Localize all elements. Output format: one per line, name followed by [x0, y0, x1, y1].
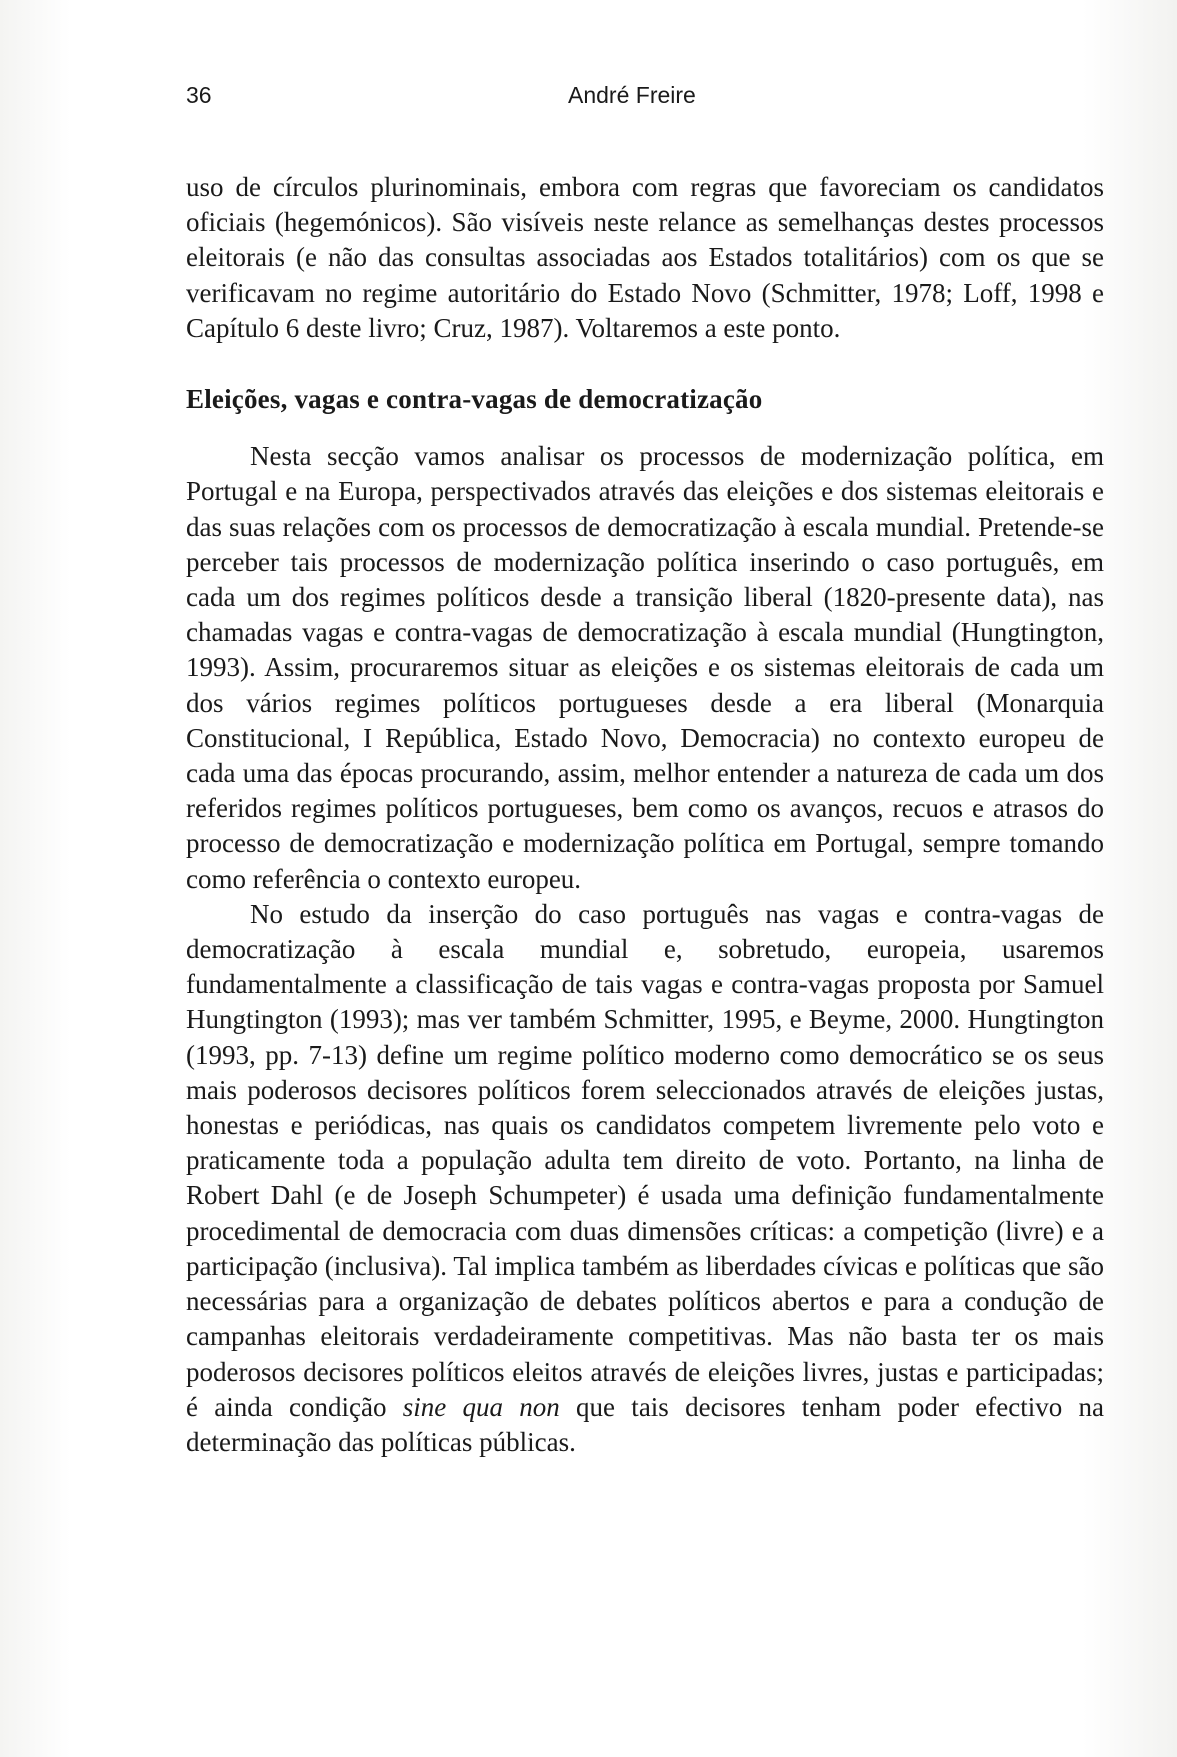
page-header [186, 82, 1106, 118]
section-heading: Eleições, vagas e contra-vagas de democratização [186, 384, 763, 415]
page-number: 36 [186, 82, 212, 108]
paragraph-2-text-b: que tais decisores tenham poder efectivo na determinação das políticas públicas. [186, 1391, 1105, 1457]
body-text [186, 170, 1104, 1460]
paragraph-2-italic-phrase: sine qua non [402, 1391, 560, 1422]
intro-paragraph: uso de círculos plurinominais, embora com regras que favoreciam os candidatos oficiais (hegemónicos). São visíveis neste relance as semelhanças destes processos eleitorais (e não das consultas associadas aos Estados totalitários) com os que se verificavam no regime autoritário do Estado Novo (Schmitter, 1978; Loff, 1998 e Capítulo 6 deste livro; Cruz, 1987). Voltaremos a este ponto. [186, 172, 1104, 343]
paragraph-2-text-a: No estudo da inserção do caso português nas vagas e contra-vagas de democratização à escala mundial e, sobretudo, europeia, usaremos fundamentalmente a classificação de tais vagas e contra-vagas proposta por Samuel Hungtington (1993); mas ver também Schmitter, 1995, e Beyme, 2000. Hungtington (1993, pp. 7-13) define um regime político moderno como democrático se os seus mais poderosos decisores políticos forem seleccionados através de eleições justas, honestas e periódicas, nas quais os candidatos competem livremente pelo voto e praticamente toda a população adulta tem direito de voto. Portanto, na linha de Robert Dahl (e de Joseph Schumpeter) é usada uma definição fundamentalmente procedimental de democracia com duas dimensões críticas: a competição (livre) e a participação (inclusiva). Tal implica também as liberdades cívicas e políticas que são necessárias para a organização de debates políticos abertos e para a condução de campanhas eleitorais verdadeiramente competitivas. Mas não basta ter os mais poderosos decisores políticos eleitos através de eleições livres, justas e participadas; é ainda condição [186, 898, 1104, 1422]
running-head-author: André Freire [568, 82, 696, 108]
paragraph-2 [186, 897, 1104, 1460]
paragraph-1: Nesta secção vamos analisar os processos de modernização política, em Portugal e na Europa, perspectivados através das eleições e dos sistemas eleitorais e das suas relações com os processos de democratização à escala mundial. Pretende-se perceber tais processos de modernização política inserindo o caso português, em cada um dos regimes políticos desde a transição liberal (1820-presente data), nas chamadas vagas e contra-vagas de democratização à escala mundial (Hungtington, 1993). Assim, procuraremos situar as eleições e os sistemas eleitorais de cada um dos vários regimes políticos portugueses desde a era liberal (Monarquia Constitucional, I República, Estado Novo, Democracia) no contexto europeu de cada uma das épocas procurando, assim, melhor entender a natureza de cada um dos referidos regimes políticos portugueses, bem como os avanços, recuos e atrasos do processo de democratização e modernização política em Portugal, sempre tomando como referência o contexto europeu. [186, 441, 1104, 894]
